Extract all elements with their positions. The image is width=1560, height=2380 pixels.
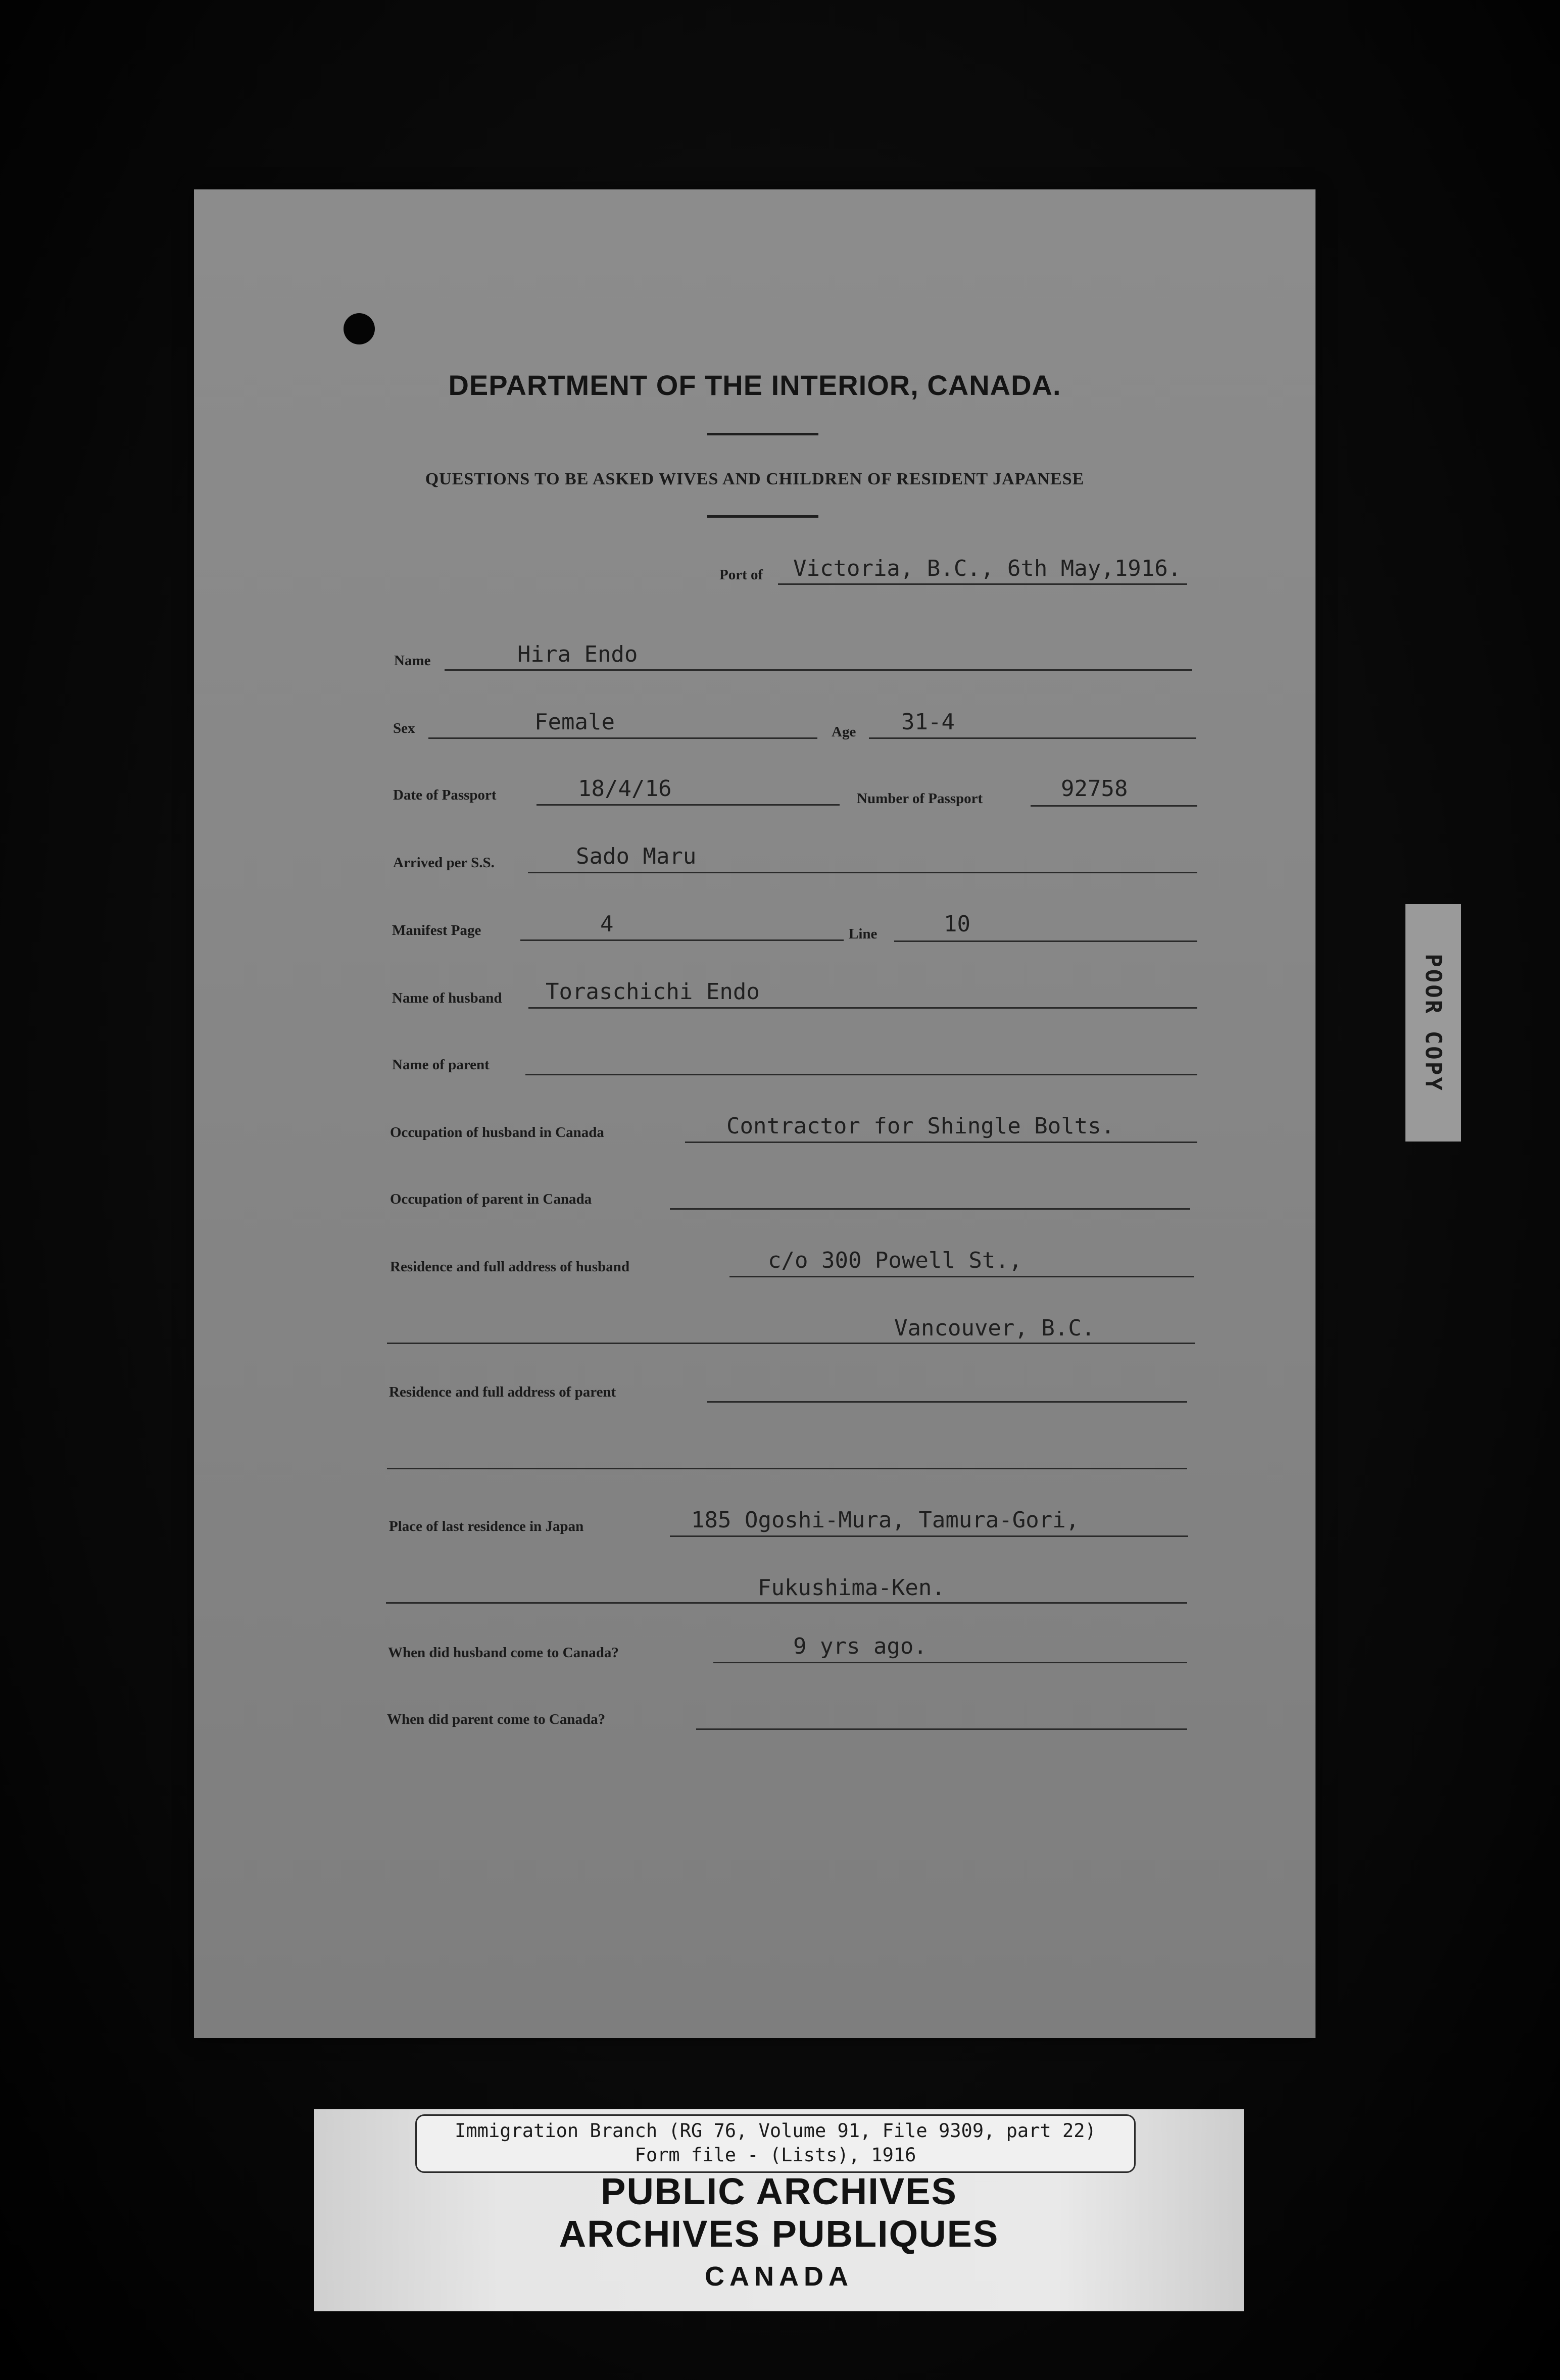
residence-husband-value-2: Vancouver, B.C. <box>894 1315 1095 1341</box>
residence-parent-line-1 <box>707 1401 1187 1403</box>
residence-husband-value-1: c/o 300 Powell St., <box>768 1248 1022 1273</box>
name-of-husband-line <box>528 1007 1197 1009</box>
number-of-passport-label: Number of Passport <box>857 790 983 807</box>
title-rule <box>707 433 818 435</box>
archives-line-2: ARCHIVES PUBLIQUES <box>559 2213 999 2255</box>
date-of-passport-line <box>537 804 840 806</box>
name-of-parent-line <box>525 1074 1197 1075</box>
archives-line-3: CANADA <box>705 2261 853 2292</box>
residence-husband-label: Residence and full address of husband <box>390 1259 630 1275</box>
arrived-per-ss-value: Sado Maru <box>576 844 697 869</box>
age-value: 31-4 <box>901 709 955 735</box>
occupation-parent-line <box>670 1208 1190 1210</box>
reference-line-2: Form file - (Lists), 1916 <box>635 2144 916 2166</box>
form-subtitle: QUESTIONS TO BE ASKED WIVES AND CHILDREN OF RESIDENT JAPANESE <box>425 470 1085 488</box>
sex-line <box>428 737 817 739</box>
date-of-passport-value: 18/4/16 <box>578 776 672 802</box>
age-line <box>869 737 1196 739</box>
name-line <box>445 669 1192 671</box>
manifest-page-line <box>520 939 844 941</box>
parent-came-label: When did parent come to Canada? <box>387 1711 606 1727</box>
line-line <box>894 940 1197 942</box>
date-of-passport-label: Date of Passport <box>393 787 497 803</box>
number-of-passport-line <box>1031 805 1197 807</box>
sex-value: Female <box>534 709 615 735</box>
occupation-husband-line <box>685 1142 1197 1143</box>
last-residence-japan-value-2: Fukushima-Ken. <box>758 1575 945 1601</box>
poor-copy-text: POOR COPY <box>1420 953 1446 1093</box>
residence-husband-line-2 <box>387 1343 1195 1344</box>
sex-label: Sex <box>393 720 415 736</box>
archives-reference-box <box>415 2114 1136 2173</box>
last-residence-japan-line-2 <box>386 1602 1187 1604</box>
last-residence-japan-value-1: 185 Ogoshi-Mura, Tamura-Gori, <box>691 1507 1080 1533</box>
residence-husband-line-1 <box>729 1276 1194 1277</box>
poor-copy-stamp <box>1405 904 1461 1142</box>
port-line <box>778 583 1187 585</box>
arrived-per-ss-line <box>528 872 1197 873</box>
arrived-per-ss-label: Arrived per S.S. <box>393 855 495 871</box>
last-residence-japan-line-1 <box>670 1535 1188 1537</box>
residence-parent-line-2 <box>387 1468 1187 1469</box>
last-residence-japan-label: Place of last residence in Japan <box>389 1518 584 1534</box>
reference-line-1: Immigration Branch (RG 76, Volume 91, File 9309, part 22) <box>455 2120 1096 2142</box>
name-of-husband-label: Name of husband <box>392 990 502 1006</box>
name-of-husband-value: Toraschichi Endo <box>546 979 760 1005</box>
form-title: DEPARTMENT OF THE INTERIOR, CANADA. <box>448 369 1061 401</box>
port-value: Victoria, B.C., 6th May,1916. <box>793 556 1182 581</box>
name-of-parent-label: Name of parent <box>392 1057 490 1073</box>
husband-came-line <box>713 1662 1187 1663</box>
occupation-husband-value: Contractor for Shingle Bolts. <box>726 1113 1115 1139</box>
line-value: 10 <box>944 911 970 937</box>
archives-line-1: PUBLIC ARCHIVES <box>601 2170 957 2212</box>
husband-came-label: When did husband come to Canada? <box>388 1645 619 1661</box>
line-label: Line <box>849 926 878 942</box>
husband-came-value: 9 yrs ago. <box>793 1633 927 1659</box>
subtitle-rule <box>707 515 818 518</box>
age-label: Age <box>832 724 856 740</box>
port-label: Port of <box>719 567 763 583</box>
parent-came-line <box>696 1728 1187 1730</box>
residence-parent-label: Residence and full address of parent <box>389 1384 616 1400</box>
name-value: Hira Endo <box>517 641 638 667</box>
occupation-parent-label: Occupation of parent in Canada <box>390 1191 592 1207</box>
manifest-page-value: 4 <box>600 911 614 937</box>
number-of-passport-value: 92758 <box>1061 776 1128 802</box>
name-label: Name <box>394 653 431 669</box>
manifest-page-label: Manifest Page <box>392 922 481 938</box>
punch-hole <box>344 313 375 344</box>
occupation-husband-label: Occupation of husband in Canada <box>390 1124 604 1141</box>
